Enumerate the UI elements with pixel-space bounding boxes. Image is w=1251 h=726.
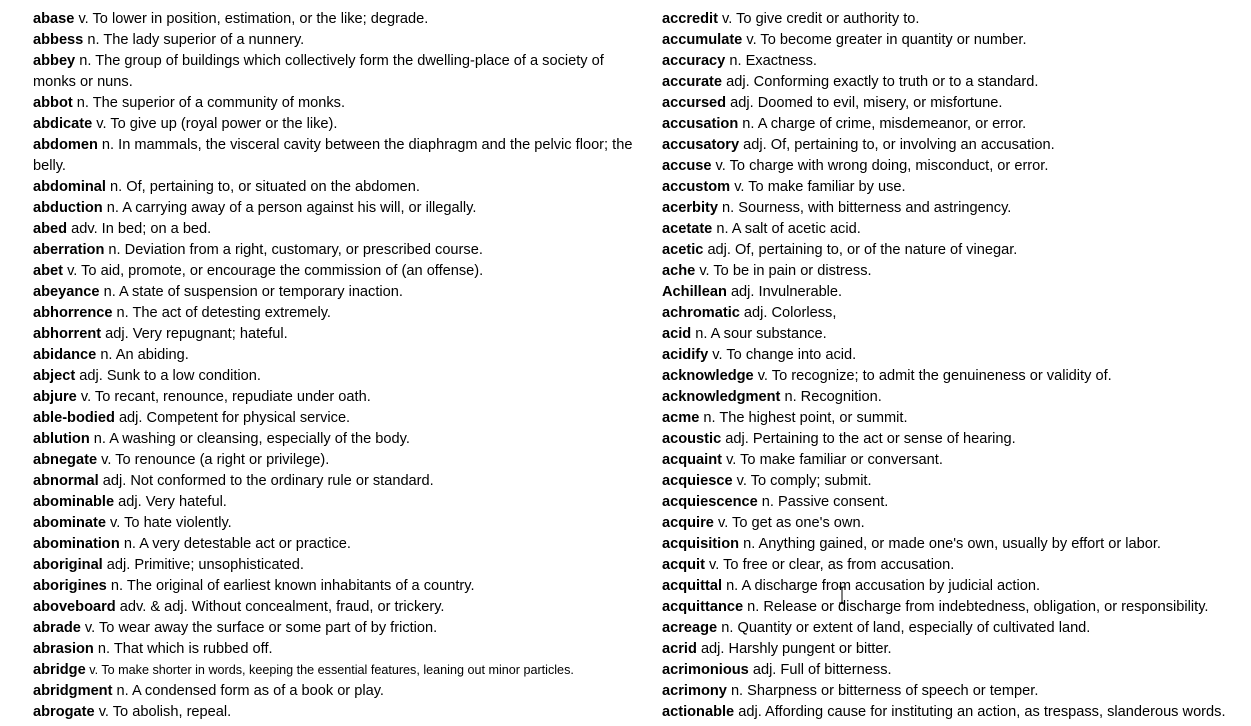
definition: v. To charge with wrong doing, misconduct, or error. bbox=[711, 158, 1049, 174]
entry-abdominal bbox=[33, 177, 633, 198]
entry-abbot bbox=[33, 93, 633, 114]
term: abridgment bbox=[33, 683, 113, 699]
definition: v. To recognize; to admit the genuineness or validity of. bbox=[753, 368, 1112, 384]
term: abidance bbox=[33, 347, 97, 363]
definition: v. To make familiar or conversant. bbox=[722, 452, 943, 468]
entry-acknowledge bbox=[662, 366, 1247, 387]
term: acrid bbox=[662, 641, 697, 657]
term: abominable bbox=[33, 494, 115, 510]
definition: v. To make familiar by use. bbox=[730, 179, 906, 195]
definition: adj. Affording cause for instituting an action, as trespass, slanderous words. bbox=[734, 704, 1226, 720]
term: abase bbox=[33, 11, 75, 27]
entry-accuse bbox=[662, 156, 1247, 177]
definition: adj. Not conformed to the ordinary rule or standard. bbox=[98, 473, 434, 489]
definition: n. Sharpness or bitterness of speech or temper. bbox=[726, 683, 1039, 699]
definition: v. To be in pain or distress. bbox=[695, 263, 872, 279]
term: acquiesce bbox=[662, 473, 733, 489]
term: acquaint bbox=[662, 452, 723, 468]
term: abject bbox=[33, 368, 76, 384]
entry-accusatory bbox=[662, 135, 1247, 156]
definition: n. The highest point, or summit. bbox=[699, 410, 908, 426]
definition: adj. Of, pertaining to, or involving an accusation. bbox=[739, 137, 1055, 153]
term: accusatory bbox=[662, 137, 740, 153]
definition: n. In mammals, the visceral cavity between the diaphragm and the pelvic floor; the belly. bbox=[33, 137, 633, 174]
definition: n. Anything gained, or made one's own, usually by effort or labor. bbox=[739, 536, 1161, 552]
entry-acerbity bbox=[662, 198, 1247, 219]
entry-abhorrent bbox=[33, 324, 633, 345]
term: Achillean bbox=[662, 284, 727, 300]
entry-aborigines bbox=[33, 576, 633, 597]
definition: adj. Competent for physical service. bbox=[114, 410, 351, 426]
term: accredit bbox=[662, 11, 718, 27]
entry-acoustic bbox=[662, 429, 1247, 450]
entry-abomination bbox=[33, 534, 633, 555]
entry-abominate bbox=[33, 513, 633, 534]
definition: n. The group of buildings which collectively form the dwelling-place of a society of monks or nuns. bbox=[33, 53, 604, 90]
entry-abeyance bbox=[33, 282, 633, 303]
definition: n. Passive consent. bbox=[757, 494, 889, 510]
entry-abridgment bbox=[33, 681, 633, 702]
term: acknowledge bbox=[662, 368, 754, 384]
term: accuse bbox=[662, 158, 712, 174]
term: acid bbox=[662, 326, 692, 342]
term: acquittance bbox=[662, 599, 744, 615]
definition: v. To become greater in quantity or number. bbox=[742, 32, 1027, 48]
entry-abnegate bbox=[33, 450, 633, 471]
definition: n. A condensed form as of a book or play. bbox=[112, 683, 384, 699]
entry-abed bbox=[33, 219, 633, 240]
entry-acquiescence bbox=[662, 492, 1247, 513]
definition: n. A state of suspension or temporary inaction. bbox=[99, 284, 403, 300]
entry-acquit bbox=[662, 555, 1247, 576]
term: acidify bbox=[662, 347, 709, 363]
term: abed bbox=[33, 221, 68, 237]
term: abdominal bbox=[33, 179, 106, 195]
entry-acrimonious bbox=[662, 660, 1247, 681]
term: abominate bbox=[33, 515, 106, 531]
definition: v. To renounce (a right or privilege). bbox=[97, 452, 330, 468]
term: abrogate bbox=[33, 704, 95, 720]
term: abbot bbox=[33, 95, 73, 111]
definition: n. An abiding. bbox=[96, 347, 189, 363]
term: achromatic bbox=[662, 305, 740, 321]
definition: v. To give up (royal power or the like). bbox=[92, 116, 338, 132]
entry-acknowledgment bbox=[662, 387, 1247, 408]
entry-acquaint bbox=[662, 450, 1247, 471]
definition: n. A sour substance. bbox=[691, 326, 827, 342]
definition: adj. Primitive; unsophisticated. bbox=[102, 557, 304, 573]
entry-abhorrence bbox=[33, 303, 633, 324]
term: acerbity bbox=[662, 200, 718, 216]
definition: adv. In bed; on a bed. bbox=[67, 221, 212, 237]
term: abnormal bbox=[33, 473, 99, 489]
entry-acetate bbox=[662, 219, 1247, 240]
entry-acquittance bbox=[662, 597, 1247, 618]
term: abduction bbox=[33, 200, 103, 216]
definition: n. Sourness, with bitterness and astringency. bbox=[717, 200, 1012, 216]
definition: adj. Full of bitterness. bbox=[748, 662, 892, 678]
term: acrimonious bbox=[662, 662, 749, 678]
entry-acrimony bbox=[662, 681, 1247, 702]
term: abnegate bbox=[33, 452, 98, 468]
entry-abject bbox=[33, 366, 633, 387]
term: abdicate bbox=[33, 116, 93, 132]
term: able-bodied bbox=[33, 410, 115, 426]
term: acknowledgment bbox=[662, 389, 781, 405]
definition: v. To give credit or authority to. bbox=[717, 11, 920, 27]
term: abhorrent bbox=[33, 326, 102, 342]
term: acquiescence bbox=[662, 494, 758, 510]
entry-abjure bbox=[33, 387, 633, 408]
term: abhorrence bbox=[33, 305, 113, 321]
term: acetic bbox=[662, 242, 704, 258]
entry-abdicate bbox=[33, 114, 633, 135]
term: accustom bbox=[662, 179, 731, 195]
term: acquisition bbox=[662, 536, 740, 552]
entry-accursed bbox=[662, 93, 1247, 114]
definition: n. Deviation from a right, customary, or prescribed course. bbox=[104, 242, 483, 258]
definition: v. To hate violently. bbox=[105, 515, 232, 531]
term: ache bbox=[662, 263, 696, 279]
term: acetate bbox=[662, 221, 713, 237]
definition: v. To abolish, repeal. bbox=[94, 704, 232, 720]
entry-acquiesce bbox=[662, 471, 1247, 492]
definition: v. To change into acid. bbox=[708, 347, 857, 363]
entry-accredit bbox=[662, 9, 1247, 30]
definition: v. To recant, renounce, repudiate under oath. bbox=[76, 389, 371, 405]
entry-acquittal bbox=[662, 576, 1247, 597]
term: acreage bbox=[662, 620, 718, 636]
term: abeyance bbox=[33, 284, 100, 300]
definition: adj. Very hateful. bbox=[114, 494, 227, 510]
term: acme bbox=[662, 410, 700, 426]
entry-abridge bbox=[33, 660, 633, 681]
definition: n. A salt of acetic acid. bbox=[712, 221, 861, 237]
entry-abominable bbox=[33, 492, 633, 513]
definition: adj. Doomed to evil, misery, or misfortune. bbox=[726, 95, 1003, 111]
entry-abet bbox=[33, 261, 633, 282]
definition: adj. Harshly pungent or bitter. bbox=[696, 641, 892, 657]
right-column bbox=[662, 9, 1247, 723]
entry-accuracy bbox=[662, 51, 1247, 72]
term: abridge bbox=[33, 662, 86, 678]
term: abjure bbox=[33, 389, 77, 405]
entry-abduction bbox=[33, 198, 633, 219]
entry-aboriginal bbox=[33, 555, 633, 576]
term: acquit bbox=[662, 557, 705, 573]
definition: v. To comply; submit. bbox=[732, 473, 872, 489]
definition: n. Of, pertaining to, or situated on the abdomen. bbox=[105, 179, 420, 195]
definition: adj. Colorless, bbox=[739, 305, 837, 321]
text-cursor-icon bbox=[838, 586, 846, 604]
entry-acquire bbox=[662, 513, 1247, 534]
term: accusation bbox=[662, 116, 739, 132]
entry-abase bbox=[33, 9, 633, 30]
entry-acidify bbox=[662, 345, 1247, 366]
definition: adj. Invulnerable. bbox=[726, 284, 843, 300]
definition: n. That which is rubbed off. bbox=[93, 641, 273, 657]
term: aboriginal bbox=[33, 557, 103, 573]
term: accumulate bbox=[662, 32, 743, 48]
definition: v. To lower in position, estimation, or the like; degrade. bbox=[74, 11, 429, 27]
entry-abbess bbox=[33, 30, 633, 51]
term: acrimony bbox=[662, 683, 727, 699]
entry-abnormal bbox=[33, 471, 633, 492]
term: accurate bbox=[662, 74, 723, 90]
definition: n. The lady superior of a nunnery. bbox=[83, 32, 305, 48]
definition: n. A discharge from accusation by judicial action. bbox=[722, 578, 1041, 594]
term: abbey bbox=[33, 53, 76, 69]
entry-accustom bbox=[662, 177, 1247, 198]
term: abrade bbox=[33, 620, 81, 636]
entry-aberration bbox=[33, 240, 633, 261]
definition: n. The act of detesting extremely. bbox=[112, 305, 331, 321]
entry-abrade bbox=[33, 618, 633, 639]
definition: v. To wear away the surface or some part of by friction. bbox=[80, 620, 438, 636]
term: abrasion bbox=[33, 641, 94, 657]
entry-abdomen bbox=[33, 135, 633, 177]
definition: adj. Sunk to a low condition. bbox=[75, 368, 261, 384]
definition: n. Quantity or extent of land, especially of cultivated land. bbox=[717, 620, 1091, 636]
term: aboveboard bbox=[33, 599, 116, 615]
entry-ache bbox=[662, 261, 1247, 282]
definition: n. A very detestable act or practice. bbox=[119, 536, 351, 552]
definition: n. A carrying away of a person against his will, or illegally. bbox=[102, 200, 477, 216]
definition: v. To aid, promote, or encourage the commission of (an offense). bbox=[63, 263, 484, 279]
entry-accurate bbox=[662, 72, 1247, 93]
term: acoustic bbox=[662, 431, 722, 447]
term: abomination bbox=[33, 536, 120, 552]
definition: adv. & adj. Without concealment, fraud, or trickery. bbox=[115, 599, 445, 615]
entry-acquisition bbox=[662, 534, 1247, 555]
entry-ablution bbox=[33, 429, 633, 450]
definition: n. A washing or cleansing, especially of the body. bbox=[89, 431, 410, 447]
term: ablution bbox=[33, 431, 90, 447]
entry-acreage bbox=[662, 618, 1247, 639]
term: aberration bbox=[33, 242, 105, 258]
entry-abrasion bbox=[33, 639, 633, 660]
term: acquittal bbox=[662, 578, 723, 594]
entry-acme bbox=[662, 408, 1247, 429]
entry-abrogate bbox=[33, 702, 633, 723]
term: abet bbox=[33, 263, 64, 279]
definition: v. To get as one's own. bbox=[713, 515, 865, 531]
entry-acetic bbox=[662, 240, 1247, 261]
definition: v. To make shorter in words, keeping the essential features, leaning out minor particles. bbox=[85, 663, 574, 677]
definition: n. Release or discharge from indebtedness, obligation, or responsibility. bbox=[743, 599, 1209, 615]
entry-actionable bbox=[662, 702, 1247, 723]
definition: adj. Of, pertaining to, or of the nature of vinegar. bbox=[703, 242, 1018, 258]
term: aborigines bbox=[33, 578, 107, 594]
definition: n. The original of earliest known inhabitants of a country. bbox=[106, 578, 475, 594]
term: abdomen bbox=[33, 137, 98, 153]
definition: v. To free or clear, as from accusation. bbox=[704, 557, 955, 573]
definition: adj. Conforming exactly to truth or to a standard. bbox=[722, 74, 1039, 90]
definition: n. A charge of crime, misdemeanor, or error. bbox=[738, 116, 1027, 132]
term: acquire bbox=[662, 515, 714, 531]
entry-achromatic bbox=[662, 303, 1247, 324]
entry-acrid bbox=[662, 639, 1247, 660]
entry-accumulate bbox=[662, 30, 1247, 51]
definition: adj. Pertaining to the act or sense of hearing. bbox=[721, 431, 1016, 447]
term: accursed bbox=[662, 95, 727, 111]
entry-abbey bbox=[33, 51, 633, 93]
entry-achillean bbox=[662, 282, 1247, 303]
term: accuracy bbox=[662, 53, 726, 69]
definition: adj. Very repugnant; hateful. bbox=[101, 326, 288, 342]
entry-accusation bbox=[662, 114, 1247, 135]
entry-acid bbox=[662, 324, 1247, 345]
term: actionable bbox=[662, 704, 735, 720]
definition: n. The superior of a community of monks. bbox=[72, 95, 345, 111]
entry-able-bodied bbox=[33, 408, 633, 429]
term: abbess bbox=[33, 32, 84, 48]
entry-abidance bbox=[33, 345, 633, 366]
definition: n. Recognition. bbox=[780, 389, 882, 405]
left-column bbox=[33, 9, 633, 723]
definition: n. Exactness. bbox=[725, 53, 817, 69]
entry-aboveboard bbox=[33, 597, 633, 618]
